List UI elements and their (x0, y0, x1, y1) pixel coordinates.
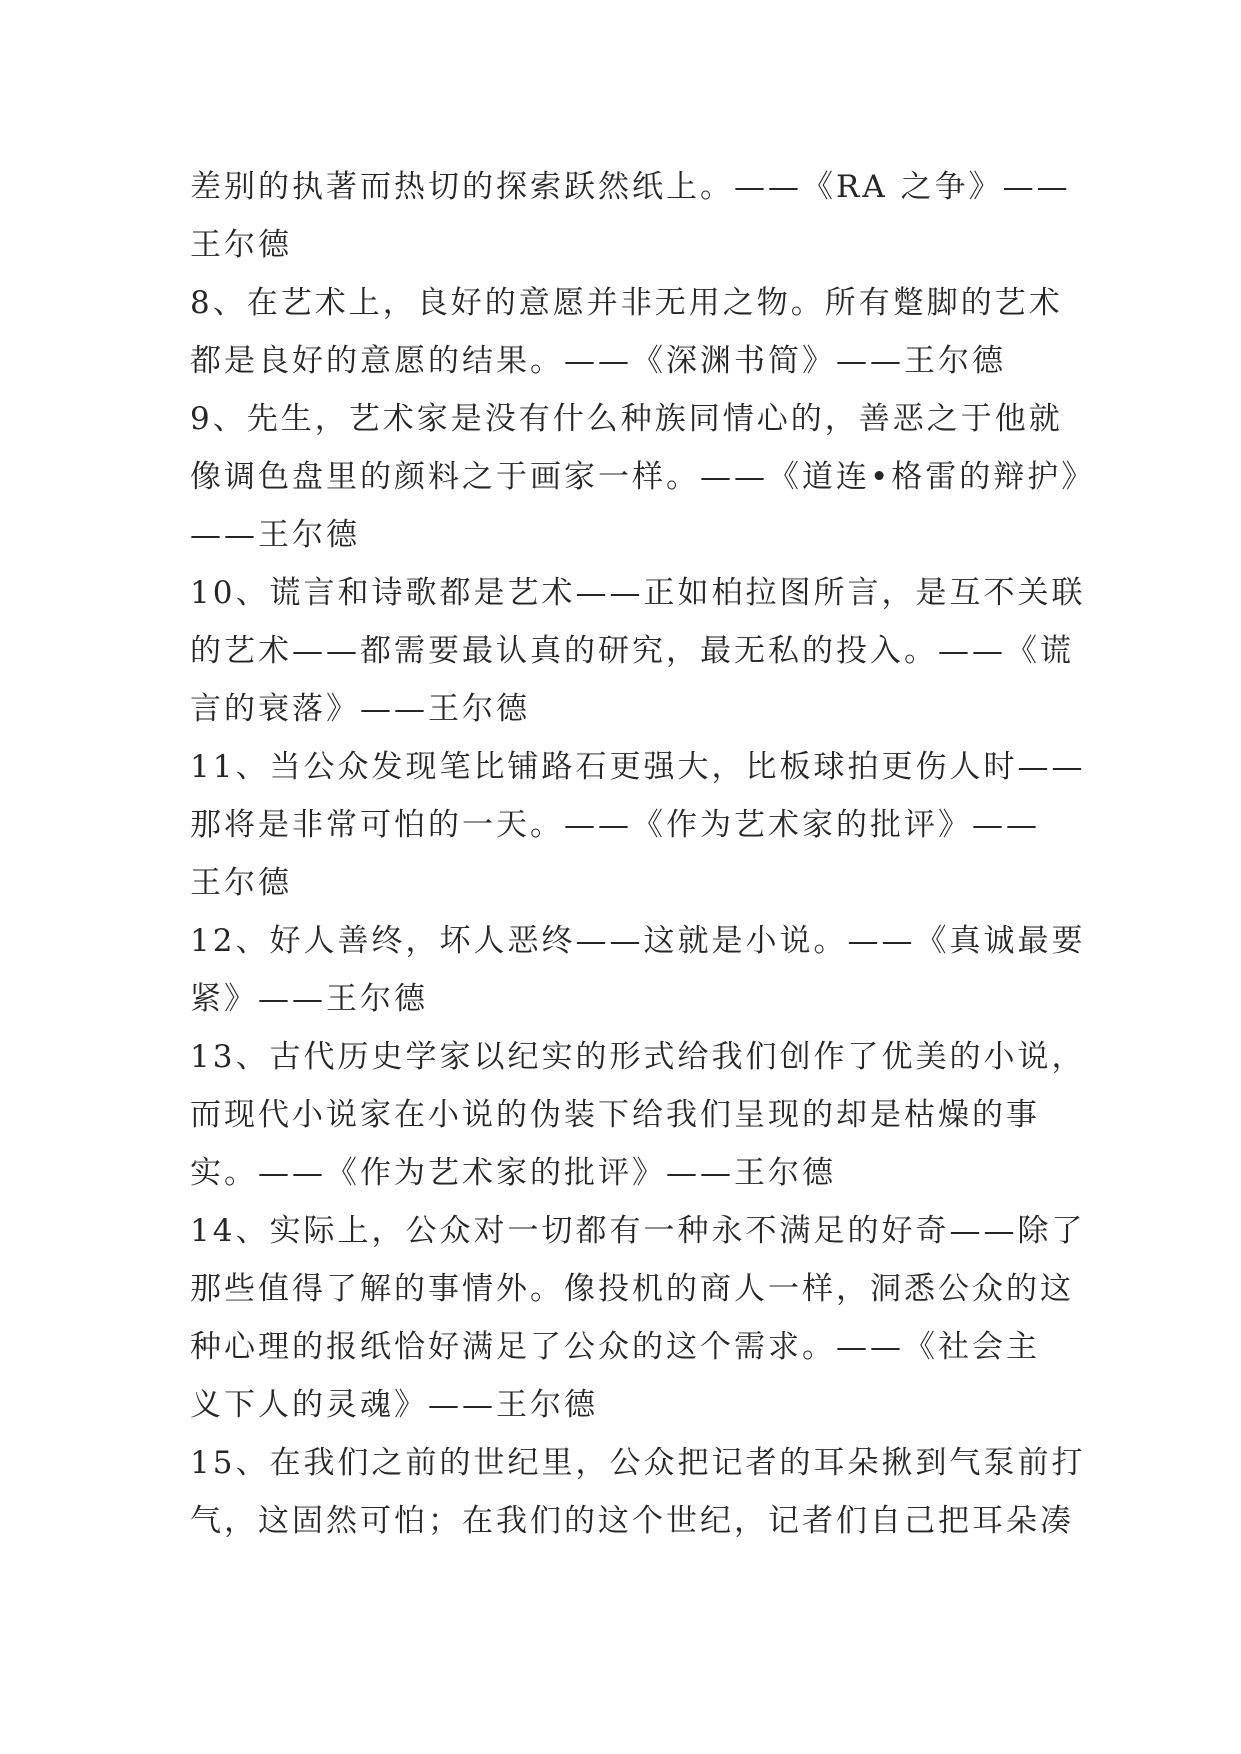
text-line: 9、先生，艺术家是没有什么种族同情心的，善恶之于他就 (190, 401, 1063, 437)
text-line: 那些值得了解的事情外。像投机的商人一样，洞悉公众的这 (190, 1271, 1074, 1307)
text-line: 13、古代历史学家以纪实的形式给我们创作了优美的小说， (190, 1039, 1086, 1075)
text-line: 10、谎言和诗歌都是艺术——正如柏拉图所言，是互不关联 (190, 575, 1086, 611)
text-line: 义下人的灵魂》——王尔德 (190, 1387, 598, 1423)
quote-text-body (190, 158, 1096, 1550)
text-line: 言的衰落》——王尔德 (190, 691, 530, 727)
text-line: ——王尔德 (190, 517, 360, 553)
text-line: 实。——《作为艺术家的批评》——王尔德 (190, 1155, 836, 1191)
text-line: 12、好人善终，坏人恶终——这就是小说。——《真诚最要 (190, 923, 1086, 959)
text-line: 那将是非常可怕的一天。——《作为艺术家的批评》—— (190, 807, 1040, 843)
text-line: 像调色盘里的颜料之于画家一样。——《道连•格雷的辩护》 (190, 459, 1096, 495)
text-line: 都是良好的意愿的结果。——《深渊书简》——王尔德 (190, 343, 1006, 379)
text-line: 王尔德 (190, 227, 292, 263)
text-line: 14、实际上，公众对一切都有一种永不满足的好奇——除了 (190, 1213, 1086, 1249)
text-line: 气，这固然可怕；在我们的这个世纪，记者们自己把耳朵凑 (190, 1503, 1074, 1539)
text-line: 8、在艺术上，良好的意愿并非无用之物。所有蹩脚的艺术 (190, 285, 1063, 321)
text-line: 王尔德 (190, 865, 292, 901)
text-line: 差别的执著而热切的探索跃然纸上。——《RA 之争》—— (190, 169, 1071, 205)
text-line: 种心理的报纸恰好满足了公众的这个需求。——《社会主 (190, 1329, 1040, 1365)
text-line: 11、当公众发现笔比铺路石更强大，比板球拍更伤人时—— (190, 749, 1086, 785)
text-line: 紧》——王尔德 (190, 981, 428, 1017)
text-line: 的艺术——都需要最认真的研究，最无私的投入。——《谎 (190, 633, 1074, 669)
text-line: 15、在我们之前的世纪里，公众把记者的耳朵揪到气泵前打 (190, 1445, 1086, 1481)
text-line: 而现代小说家在小说的伪装下给我们呈现的却是枯燥的事 (190, 1097, 1040, 1133)
